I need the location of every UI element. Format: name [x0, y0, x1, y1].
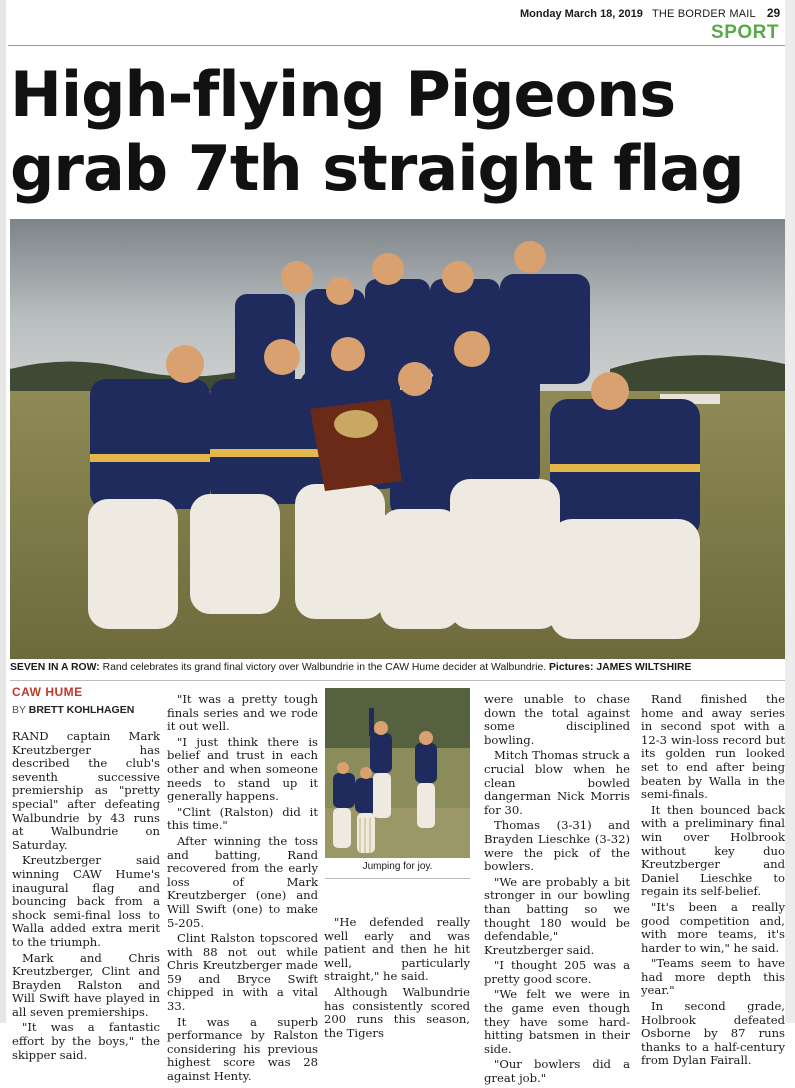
paragraph: "It's been a really good competition and, with more teams, it's harder to win," he said. — [641, 899, 785, 955]
paragraph: RAND captain Mark Kreutzberger has described the club's seventh successive premiership as "pretty special" after defeating Walbundrie by 43 runs at Walbundrie on Saturday. — [12, 729, 160, 852]
photo-caption — [10, 662, 785, 678]
jumping-player-photo — [325, 688, 470, 858]
caption-rule — [10, 680, 785, 681]
photo-credit: Pictures: JAMES WILTSHIRE — [549, 662, 692, 673]
caption-lead: SEVEN IN A ROW: — [10, 662, 100, 673]
headline — [10, 58, 780, 206]
paragraph: It was a superb performance by Ralston considering his previous highest score was 28 against Henty. — [167, 1014, 318, 1084]
paragraph: "It was a fantastic effort by the boys," the skipper said. — [12, 1020, 160, 1062]
article-column-5 — [641, 693, 785, 1070]
section-label: SPORT — [711, 22, 779, 43]
paragraph: were unable to chase down the total against some disciplined bowling. — [484, 692, 630, 747]
article-column-4 — [484, 693, 630, 1088]
byline-author: BRETT KOHLHAGEN — [28, 704, 135, 716]
paragraph: "I just think there is belief and trust in each other and when someone needs to stand up it generally happens. — [167, 734, 318, 804]
paragraph: Kreutzberger said winning CAW Hume's inaugural flag and bouncing back from a shock semi-final loss to Walla added extra merit to the triumph. — [12, 853, 160, 949]
paragraph: "He defended really well early and was patient and then he hit well, particularly straight," he said. — [324, 915, 470, 984]
paragraph: "We are probably a bit stronger in our bowling than batting so we thought 180 would be defendable," Kreutzberger said. — [484, 874, 630, 957]
paragraph: Thomas (3-31) and Brayden Lieschke (3-32) were the pick of the bowlers. — [484, 818, 630, 874]
masthead — [520, 6, 788, 20]
paragraph: "I thought 205 was a pretty good score. — [484, 958, 630, 986]
paragraph: Although Walbundrie has consistently scored 200 runs this season, the Tigers — [324, 984, 470, 1040]
headline-line-2: grab 7th straight flag — [10, 132, 744, 205]
inset-caption: Jumping for joy. — [362, 861, 433, 872]
caption-text: Rand celebrates its grand final victory over Walbundrie in the CAW Hume decider at Walbundrie. — [99, 662, 549, 673]
byline-prefix: BY — [12, 704, 29, 716]
paragraph: "We felt we were in the game even though they have some hard-hitting batsmen in their side. — [484, 987, 630, 1056]
paragraph: "Our bowlers did a great job." — [484, 1057, 630, 1086]
article-column-2 — [167, 693, 318, 1086]
paragraph: Mark and Chris Kreutzberger, Clint and Brayden Ralston and Will Swift have played in all seven premierships. — [12, 950, 160, 1019]
article-column-3 — [324, 916, 470, 1042]
paragraph: "Teams seem to have had more depth this year." — [641, 956, 785, 998]
paper-name: THE BORDER MAIL — [651, 8, 756, 20]
team-celebration-photo — [10, 219, 785, 659]
section-kicker: CAW HUME — [12, 685, 83, 699]
paragraph: In second grade, Holbrook defeated Osborne by 87 runs thanks to a half-century from Dylan Fairall. — [641, 999, 785, 1068]
paragraph: Mitch Thomas struck a crucial blow when he clean bowled dangerman Nick Morris for 30. — [484, 748, 630, 817]
article-column-1 — [12, 730, 160, 1064]
paragraph: Rand finished the home and away series in second spot with a 12-3 win-loss record but its golden run looked set to end after being beaten by Walla in the semi-finals. — [641, 692, 785, 802]
paragraph: "It was a pretty tough finals series and we rode it out well. — [167, 692, 318, 734]
top-rule — [8, 45, 785, 46]
page-number: 29 — [766, 6, 781, 20]
byline — [12, 704, 134, 716]
paragraph: After winning the toss and batting, Rand recovered from the early loss of Mark Kreutzberger (one) and Will Swift (one) to make 5-205. — [167, 833, 318, 930]
paragraph: It then bounced back with a preliminary final win over Holbrook without key duo Kreutzberger and Daniel Lieschke to regain its self-belief. — [641, 802, 785, 899]
issue-date: Monday March 18, 2019 — [520, 8, 643, 20]
page-edge-right — [785, 0, 795, 1023]
section-bar — [0, 22, 785, 44]
page-edge-left — [0, 0, 6, 1023]
paragraph: "Clint (Ralston) did it this time." — [167, 804, 318, 833]
inset-rule — [325, 878, 470, 879]
paragraph: Clint Ralston topscored with 88 not out while Chris Kreutzberger made 59 and Bryce Swift chipped in with a vital 33. — [167, 931, 318, 1014]
headline-line-1: High-flying Pigeons — [10, 58, 676, 131]
